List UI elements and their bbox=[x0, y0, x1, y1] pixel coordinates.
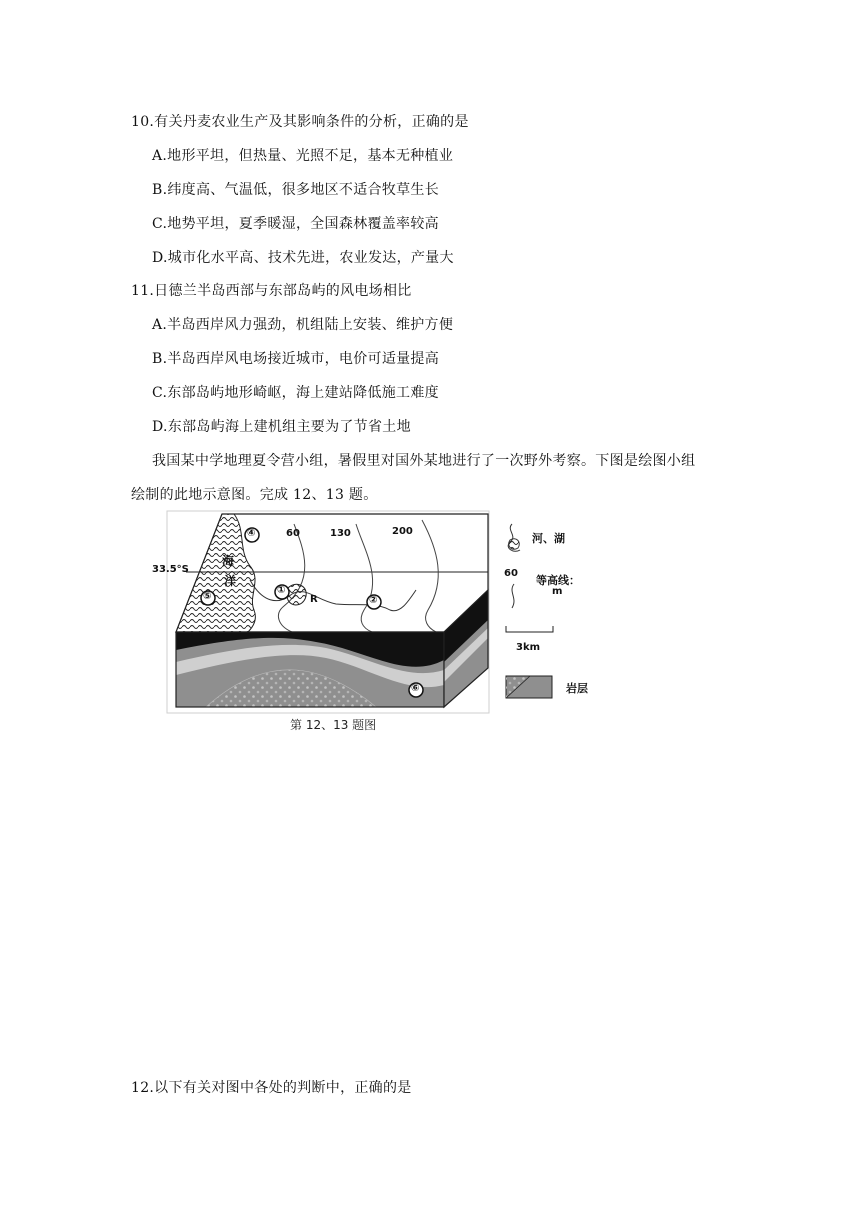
intro-line-1: 我国某中学地理夏令营小组，暑假里对国外某地进行了一次野外考察。下图是绘图小组 bbox=[152, 453, 696, 469]
question-11-option-c: C.东部岛屿地形崎岖，海上建站降低施工难度 bbox=[152, 385, 439, 401]
question-10-option-c: C.地势平坦，夏季暖湿，全国森林覆盖率较高 bbox=[152, 216, 439, 232]
legend-contour-unit: m bbox=[552, 586, 563, 597]
contour-label-60: 60 bbox=[286, 528, 300, 539]
point-6-label: ⑥ bbox=[411, 683, 420, 694]
question-10-option-d: D.城市化水平高、技术先进，农业发达，产量大 bbox=[152, 250, 454, 266]
question-11-option-b: B.半岛西岸风电场接近城市，电价可适量提高 bbox=[152, 351, 440, 367]
question-10-option-b: B.纬度高、气温低，很多地区不适合牧草生长 bbox=[152, 182, 440, 198]
latitude-label: 33.5°S bbox=[152, 564, 189, 575]
legend-scale-bar bbox=[506, 626, 553, 632]
question-11-stem: 11.日德兰半岛西部与东部岛屿的风电场相比 bbox=[131, 283, 412, 299]
legend-rock-label: 岩层 bbox=[566, 682, 588, 695]
sea-label-2: 洋 bbox=[224, 574, 237, 588]
contour-label-200: 200 bbox=[392, 526, 413, 537]
question-12-stem: 12.以下有关对图中各处的判断中，正确的是 bbox=[131, 1080, 412, 1096]
intro-line-2: 绘制的此地示意图。完成 12、13 题。 bbox=[131, 487, 378, 503]
legend-scale-label: 3km bbox=[516, 642, 541, 653]
question-10-option-a: A.地形平坦，但热量、光照不足，基本无种植业 bbox=[152, 148, 454, 164]
question-11-option-d: D.东部岛屿海上建机组主要为了节省土地 bbox=[152, 419, 411, 435]
legend-rock-icon bbox=[506, 676, 552, 698]
river-mark-label: R bbox=[310, 594, 318, 605]
block-diagram-figure bbox=[152, 510, 606, 738]
point-4-label: ④ bbox=[247, 528, 256, 539]
point-2-label: ② bbox=[369, 595, 378, 606]
front-face-layers bbox=[176, 632, 444, 707]
point-1-label: ① bbox=[277, 585, 286, 596]
legend-contour-value: 60 bbox=[504, 568, 518, 579]
figure-caption: 第 12、13 题图 bbox=[290, 718, 377, 732]
sea-label-1: 海 bbox=[222, 554, 235, 568]
contour-label-130: 130 bbox=[330, 528, 351, 539]
legend-contour-label: 等高线： bbox=[536, 574, 580, 587]
point-5-label: ⑤ bbox=[203, 591, 212, 602]
legend-river-lake-label: 河、湖 bbox=[532, 532, 565, 545]
question-11-option-a: A.半岛西岸风力强劲，机组陆上安装、维护方便 bbox=[152, 317, 454, 333]
question-10-stem: 10.有关丹麦农业生产及其影响条件的分析，正确的是 bbox=[131, 114, 469, 130]
legend-contour-icon bbox=[512, 584, 514, 608]
